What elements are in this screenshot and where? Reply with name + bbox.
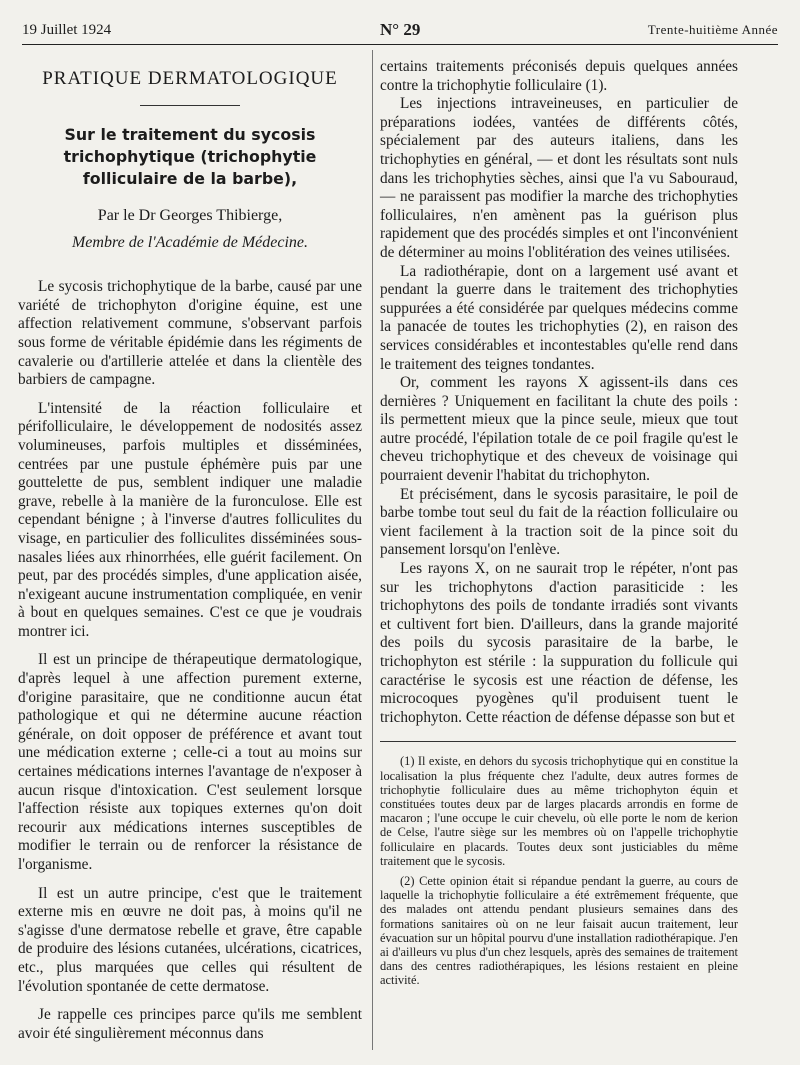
footnote-divider: [380, 741, 736, 742]
paragraph: La radiothérapie, dont on a largement usé avant et pendant la guerre dans le traitement des trichophyties suppurées a été considérée par quelques médecins comme la panacée de toutes les trichophyties (2), en raison des services considérables et incontestables qu'elle rend dans le traitement des teignes tondantes.: [380, 262, 738, 373]
title-divider: [140, 105, 240, 106]
paragraph: Or, comment les rayons X agissent-ils dans ces dernières ? Uniquement en facilitant la chute des poils : ils permettent mieux que la pince seule, mieux que tout autre procédé, l'épilation totale de ce poil fragile qu'est le cheveu trichophytique et des cheveux de voisinage qui pourraient devenir l'habitat du trichophyton.: [380, 374, 738, 485]
paragraph: Il est un autre principe, c'est que le traitement externe mis en œuvre ne doit pas, à moins qu'il ne s'agisse d'une dermatose rebelle et grave, être capable de produire des lésions cutanées, ulcérations, cicatrices, etc., plus marquées que celles qui résultent de l'évolution spontanée de cette dermatose.: [18, 884, 362, 995]
footnote: (2) Cette opinion était si répandue pendant la guerre, au cours de laquelle la trichophytie folliculaire a été extrêmement fréquente, que des malades ont attendu pendant plusieurs semaines dans des formations sanitaires où on ne leur faisait aucun traitement, leur évacuation sur un hôpital pourvu d'une installation radiothérapique. J'en ai d'ailleurs vu plus d'un chez lesquels, après des semaines de traitement dans des centres radiothérapiques, les lésions restaient en pleine activité.: [380, 874, 738, 988]
issue-date: 19 Juillet 1924: [22, 22, 112, 38]
right-column: [380, 58, 738, 988]
paragraph: Les rayons X, on ne saurait trop le répéter, n'ont pas sur les trichophytons d'action parasiticide : les trichophytons des poils de tondante irradiés sont vivants et cultivent fort bien. D'ailleurs, dans la grande majorité des poils du sycosis parasitaire de la barbe, le trichophyton est stérile : la suppuration du follicule qui caractérise le sycosis est une réaction de défense, les microcoques pyogènes qu'il produisent tuent le trichophyton. Cette réaction de défense dépasse son but et: [380, 560, 738, 726]
paragraph: Il est un principe de thérapeutique dermatologique, d'après lequel à une affection purement externe, d'origine parasitaire, que ne conditionne aucun état pathologique et qui ne détermine aucune réaction générale, on doit opposer de préférence et avant tout une médication externe ; celle-ci a tout au moins sur certaines médications internes l'avantage de n'exposer à aucun risque d'intoxication. C'est seulement lorsque l'affection résiste aux topiques externes qu'on doit recourir aux médications internes susceptibles de modifier le terrain ou de renforcer la résistance de l'organisme.: [18, 651, 362, 873]
author-role: Membre de l'Académie de Médecine.: [71, 233, 309, 251]
paragraph: Je rappelle ces principes parce qu'ils me semblent avoir été singulièrement méconnus dans: [18, 1006, 362, 1042]
paragraph: L'intensité de la réaction folliculaire et périfolliculaire, le développement de nodosités assez volumineuses, parfois multiples et disséminées, centrées par une pustule éphémère puis par une gouttelette de pus, semblent indiquer une maladie grave, rebelle à la manière de la furonculose. Elle est cependant bénigne ; à l'inverse d'autres folliculites du visage, en particulier des folliculites disséminées sous-nasales liées aux rhinorrhées, elle guérit facilement. On peut, par des procédés simples, d'une application aisée, n'exigeant aucune instrumentation compliquée, en venir à bout en quelques semaines. C'est ce que je voudrais montrer ici.: [18, 399, 362, 640]
header-divider: [22, 44, 778, 45]
article-subtitle: Sur le traitement du sycosis trichophytique (trichophytie folliculaire de la barbe),: [63, 124, 317, 188]
issue-number: N° 29: [380, 20, 421, 39]
paragraph: Et précisément, dans le sycosis parasitaire, le poil de barbe tombe tout seul du fait de la réaction folliculaire ou vient facilement à la traction soit de la pince soit du pansement lorsqu'on l'enlève.: [380, 485, 738, 559]
footnotes: [380, 754, 738, 987]
paragraph: certains traitements préconisés depuis quelques années contre la trichophytie folliculaire (1).: [380, 58, 738, 94]
page-header: [22, 18, 778, 44]
paragraph: Les injections intraveineuses, en particulier de préparations iodées, vantées de différents côtés, spécialement par des auteurs italiens, dans les trichophyties en général, — et dont les résultats sont nuls dans les trichophyties sèches, ainsi que l'a vu Sabouraud, — ne paraissent pas modifier la marche des trichophyties folliculaires, n'en amènent pas la guérison plus rapidement que des procédés simples et ont l'inconvénient de déterminer au moins l'oblitération des veines utilisées.: [380, 95, 738, 261]
footnote: (1) Il existe, en dehors du sycosis trichophytique qui en constitue la localisation la plus fréquente chez l'adulte, deux autres formes de trichophytie folliculaire dues au même trichophyton équin et constituées toutes deux par de larges placards arrondis en forme de macaron ; l'une occupe le cuir chevelu, où elle porte le nom de kerion de Celse, l'autre siège sur les membres où on l'appelle trichophytie folliculaire en placards. Toutes deux sont justiciables du même traitement que le sycosis.: [380, 754, 738, 868]
column-divider: [372, 50, 373, 1050]
left-column: [18, 58, 362, 1043]
section-title: PRATIQUE DERMATOLOGIQUE: [42, 68, 338, 89]
volume-year: Trente-huitième Année: [647, 22, 778, 37]
author-line: Par le Dr Georges Thibierge,: [97, 206, 283, 224]
paragraph: Le sycosis trichophytique de la barbe, causé par une variété de trichophyton d'origine équine, est une affection relativement commune, s'observant parfois sous forme de véritable épidémie dans les régiments de cavalerie ou d'artillerie attelée et dans la clientèle des barbiers de campagne.: [18, 278, 362, 389]
